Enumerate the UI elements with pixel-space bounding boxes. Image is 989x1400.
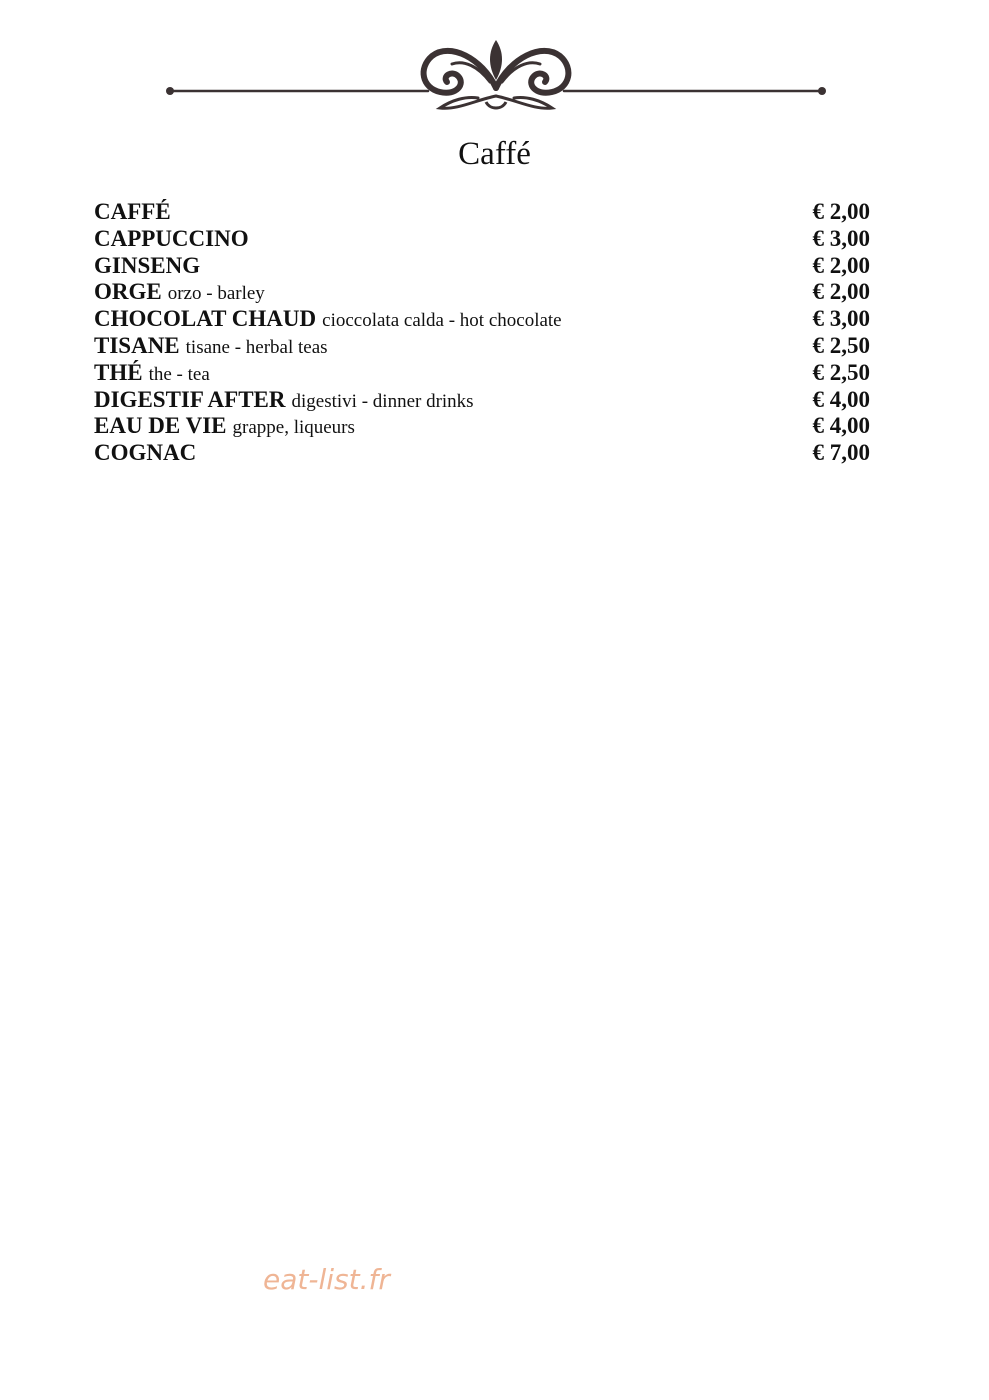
item-name: CAFFÉ [94,199,171,224]
item-name: COGNAC [94,440,197,466]
menu-item [94,413,870,440]
item-price: € 3,00 [812,225,870,251]
menu-item [94,226,870,253]
menu-item [94,387,870,414]
item-name: GINSENG [94,252,201,278]
item-description: grappe, liqueurs [232,417,355,439]
item-name: ORGE [94,279,162,305]
item-price: € 2,50 [812,332,870,358]
menu-item [94,440,870,467]
item-price: € 3,00 [812,306,870,332]
item-name: TISANE [94,332,180,358]
item-price: € 2,00 [812,199,870,224]
item-price: € 4,00 [812,386,870,412]
item-name: DIGESTIF AFTER [94,386,286,412]
item-name: THÉ [94,359,143,385]
item-price: € 2,00 [812,279,870,305]
item-price: € 4,00 [812,413,870,439]
item-description: cioccolata calda - hot chocolate [322,310,562,332]
menu-item [94,199,870,226]
menu-item [94,279,870,306]
item-price: € 2,50 [812,359,870,385]
item-price: € 2,00 [812,252,870,278]
menu-item [94,333,870,360]
page-title: Caffé [458,136,531,172]
watermark: eat-list.fr [263,1263,390,1296]
item-price: € 7,00 [812,440,870,466]
item-description: tisane - herbal teas [185,336,328,358]
menu-list [94,199,870,467]
menu-item [94,253,870,280]
item-description: the - tea [148,363,210,385]
item-description: orzo - barley [167,283,265,305]
menu-item [94,360,870,387]
flourish-divider-icon [160,36,832,116]
item-description: digestivi - dinner drinks [291,390,474,412]
item-name: EAU DE VIE [94,413,227,439]
item-name: CHOCOLAT CHAUD [94,306,317,332]
item-name: CAPPUCCINO [94,225,249,251]
menu-item [94,306,870,333]
